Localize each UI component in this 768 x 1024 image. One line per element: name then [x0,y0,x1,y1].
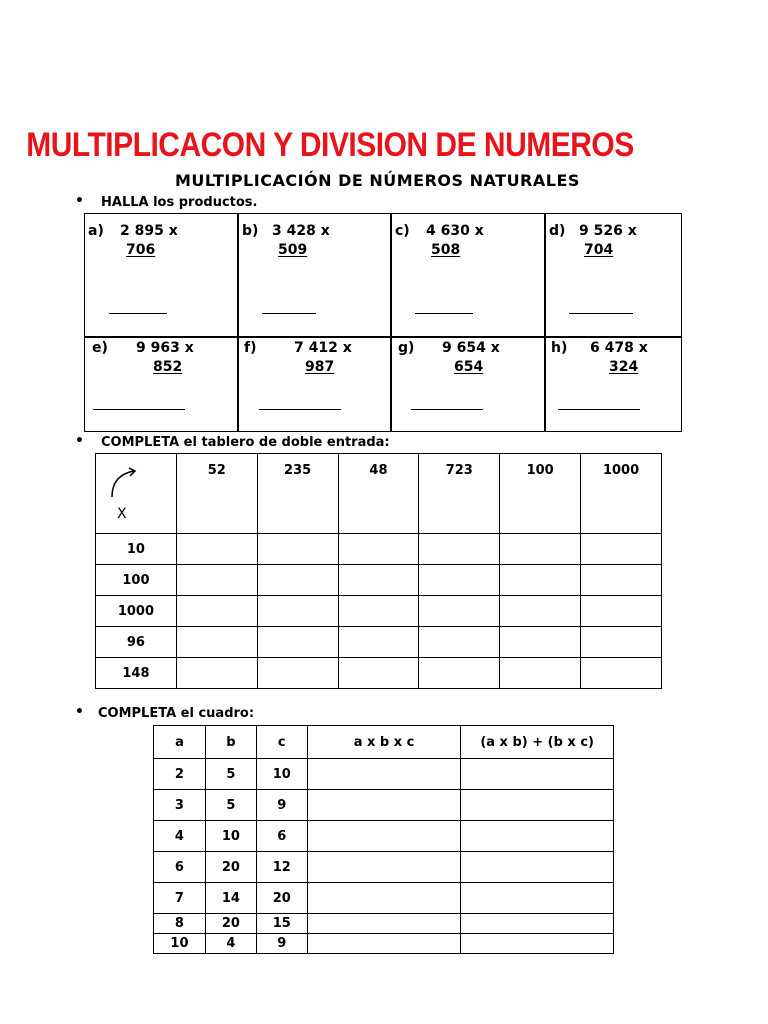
answer-cell[interactable] [581,596,662,627]
product-factor-1: 4 630 x [426,223,484,239]
cell-c: 12 [256,852,307,883]
answer-cell[interactable] [500,627,581,658]
cell-a: 8 [154,914,206,934]
answer-line[interactable] [93,409,185,410]
answer-cell[interactable] [461,821,614,852]
answer-cell[interactable] [257,627,338,658]
cell-b: 10 [205,821,256,852]
column-header: (a x b) + (b x c) [461,726,614,759]
table-row [96,658,662,689]
cell-b: 4 [205,934,256,954]
cell-c: 10 [256,759,307,790]
product-label: f) [244,340,257,356]
answer-cell[interactable] [176,627,257,658]
answer-cell[interactable] [307,914,461,934]
column-header: 100 [500,454,581,534]
cell-a: 7 [154,883,206,914]
instruction-text: COMPLETA el cuadro: [98,706,255,721]
product-factor-1: 3 428 x [272,223,330,239]
table-row [154,759,614,790]
cell-b: 14 [205,883,256,914]
row-header: 10 [96,534,177,565]
answer-cell[interactable] [176,596,257,627]
multiply-symbol: X [117,506,127,522]
answer-cell[interactable] [176,565,257,596]
answer-cell[interactable] [419,565,500,596]
answer-line[interactable] [411,409,483,410]
column-header: 48 [338,454,419,534]
product-factor-2: 509 [278,242,308,258]
answer-cell[interactable] [257,596,338,627]
product-factor-1: 9 526 x [579,223,637,239]
product-label: h) [551,340,568,356]
cell-c: 20 [256,883,307,914]
cell-c: 9 [256,934,307,954]
answer-cell[interactable] [581,534,662,565]
product-factor-1: 2 895 x [120,223,178,239]
cell-b: 5 [205,759,256,790]
product-label: a) [88,223,104,239]
subtitle: MULTIPLICACIÓN DE NÚMEROS NATURALES [175,171,580,190]
product-factor-1: 6 478 x [590,340,648,356]
table-row [96,534,662,565]
main-title: MULTIPLICACON Y DIVISION DE NUMEROS [26,126,634,164]
answer-cell[interactable] [419,658,500,689]
table-row [154,852,614,883]
cell-a: 4 [154,821,206,852]
grid-divider [237,214,239,431]
cell-c: 9 [256,790,307,821]
answer-cell[interactable] [307,821,461,852]
table-row [154,790,614,821]
column-header: 723 [419,454,500,534]
answer-cell[interactable] [257,534,338,565]
cell-b: 5 [205,790,256,821]
answer-cell[interactable] [581,627,662,658]
column-header: 235 [257,454,338,534]
answer-line[interactable] [109,313,167,314]
answer-cell[interactable] [338,596,419,627]
cell-a: 3 [154,790,206,821]
bullet: • [75,433,84,449]
answer-cell[interactable] [176,658,257,689]
answer-cell[interactable] [419,534,500,565]
product-label: d) [549,223,566,239]
answer-cell[interactable] [461,934,614,954]
answer-cell[interactable] [581,565,662,596]
bullet: • [75,704,84,720]
answer-cell[interactable] [307,934,461,954]
answer-line[interactable] [569,313,633,314]
answer-cell[interactable] [461,883,614,914]
answer-cell[interactable] [419,596,500,627]
bullet: • [75,193,84,209]
answer-cell[interactable] [307,852,461,883]
product-label: c) [395,223,410,239]
answer-cell[interactable] [581,658,662,689]
answer-cell[interactable] [461,852,614,883]
table-row [154,821,614,852]
product-factor-1: 9 963 x [136,340,194,356]
row-header: 100 [96,565,177,596]
answer-line[interactable] [558,409,640,410]
column-header: a [154,726,206,759]
curved-arrow-icon [106,467,146,507]
cell-a: 2 [154,759,206,790]
answer-line[interactable] [259,409,341,410]
product-factor-1: 7 412 x [294,340,352,356]
cell-b: 20 [205,852,256,883]
answer-cell[interactable] [419,627,500,658]
answer-cell[interactable] [257,658,338,689]
grid-divider [544,214,546,431]
cuadro-table [153,725,614,954]
answer-cell[interactable] [338,565,419,596]
table-row [154,914,614,934]
product-label: e) [92,340,108,356]
instruction-products [75,193,258,210]
cell-b: 20 [205,914,256,934]
table-header-row [154,726,614,759]
instruction-tablero [75,433,390,450]
answer-cell[interactable] [307,883,461,914]
product-label: g) [398,340,415,356]
table-row [154,934,614,954]
answer-cell[interactable] [500,596,581,627]
corner-cell [96,454,177,534]
product-factor-2: 508 [431,242,461,258]
instruction-cuadro [75,704,255,721]
row-header: 1000 [96,596,177,627]
answer-cell[interactable] [500,534,581,565]
answer-cell[interactable] [307,759,461,790]
column-header: b [205,726,256,759]
product-label: b) [242,223,259,239]
answer-cell[interactable] [461,914,614,934]
column-header: a x b x c [307,726,461,759]
answer-cell[interactable] [338,627,419,658]
answer-cell[interactable] [338,658,419,689]
answer-cell[interactable] [307,790,461,821]
products-grid [84,213,682,432]
cell-c: 6 [256,821,307,852]
answer-cell[interactable] [500,565,581,596]
answer-cell[interactable] [461,759,614,790]
grid-divider [390,214,392,431]
cell-a: 10 [154,934,206,954]
product-factor-2: 704 [584,242,614,258]
product-factor-2: 852 [153,359,183,375]
grid-divider [85,336,681,338]
cell-c: 15 [256,914,307,934]
row-header: 96 [96,627,177,658]
table-row [96,565,662,596]
column-header: c [256,726,307,759]
answer-line[interactable] [415,313,473,314]
table-row [96,627,662,658]
answer-cell[interactable] [338,534,419,565]
tablero-doble-entrada [95,453,662,689]
answer-cell[interactable] [176,534,257,565]
answer-cell[interactable] [257,565,338,596]
product-factor-2: 987 [305,359,335,375]
row-header: 148 [96,658,177,689]
table-row [96,596,662,627]
product-factor-2: 706 [126,242,156,258]
table-header-row [96,454,662,534]
product-factor-1: 9 654 x [442,340,500,356]
column-header: 52 [176,454,257,534]
table-row [154,883,614,914]
instruction-text: COMPLETA el tablero de doble entrada: [101,435,390,450]
product-factor-2: 324 [609,359,639,375]
instruction-text: HALLA los productos. [101,195,258,210]
product-factor-2: 654 [454,359,484,375]
answer-cell[interactable] [500,658,581,689]
answer-line[interactable] [262,313,316,314]
answer-cell[interactable] [461,790,614,821]
column-header: 1000 [581,454,662,534]
cell-a: 6 [154,852,206,883]
